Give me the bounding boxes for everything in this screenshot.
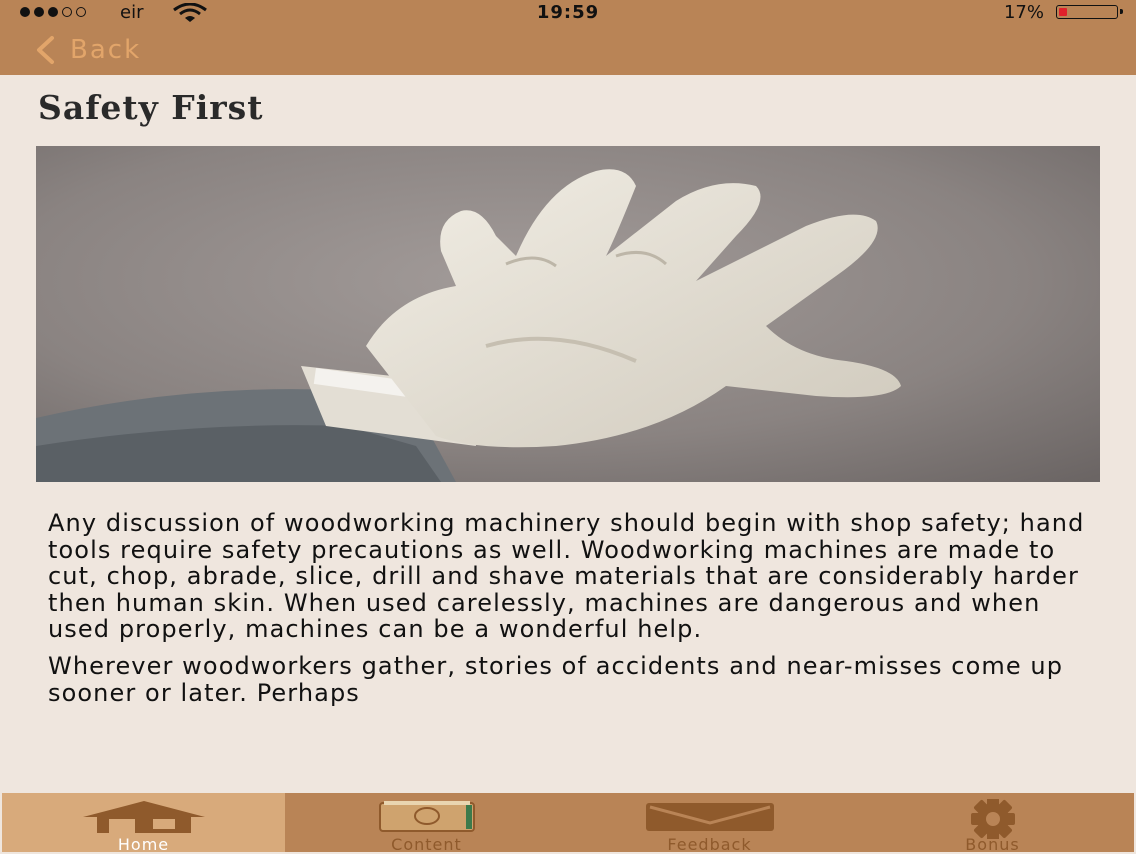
envelope-icon	[640, 799, 780, 833]
back-button[interactable]	[34, 34, 141, 66]
status-time: 19:59	[536, 2, 600, 23]
home-icon	[79, 799, 209, 833]
article-paragraph: Wherever woodworkers gather, stories of accidents and near-misses come up sooner or later. Perhaps	[48, 651, 1064, 707]
glove-image	[36, 146, 1100, 482]
tab-home[interactable]	[2, 793, 285, 852]
gear-icon	[953, 799, 1033, 839]
tab-bonus-label: Bonus	[965, 835, 1020, 854]
battery-icon	[1056, 5, 1118, 19]
article-body	[48, 510, 1108, 795]
tab-content[interactable]	[285, 793, 568, 852]
carrier-name: eir	[120, 2, 144, 23]
book-icon	[372, 799, 482, 833]
tab-home-label: Home	[117, 835, 170, 854]
tab-bonus[interactable]	[851, 793, 1134, 852]
tab-feedback[interactable]	[568, 793, 851, 852]
chevron-left-icon	[34, 35, 56, 65]
top-bar	[0, 0, 1136, 75]
article-photo	[36, 146, 1100, 482]
tab-bar	[2, 793, 1134, 852]
article-paragraph: Any discussion of woodworking machinery should begin with shop safety; hand tools require safety precautions as well. Woodworking machines are made to cut, chop, abrade, slice, drill and shave materials that are considerably harder then human skin. When used carelessly, machines are dangerous and when used properly, machines can be a wonderful help.	[48, 510, 1085, 644]
battery-percentage: 17%	[1003, 2, 1044, 23]
tab-content-label: Content	[391, 835, 462, 854]
tab-feedback-label: Feedback	[667, 835, 752, 854]
back-label: Back	[70, 35, 142, 65]
status-bar	[0, 0, 1136, 26]
page-title: Safety First	[38, 88, 264, 127]
